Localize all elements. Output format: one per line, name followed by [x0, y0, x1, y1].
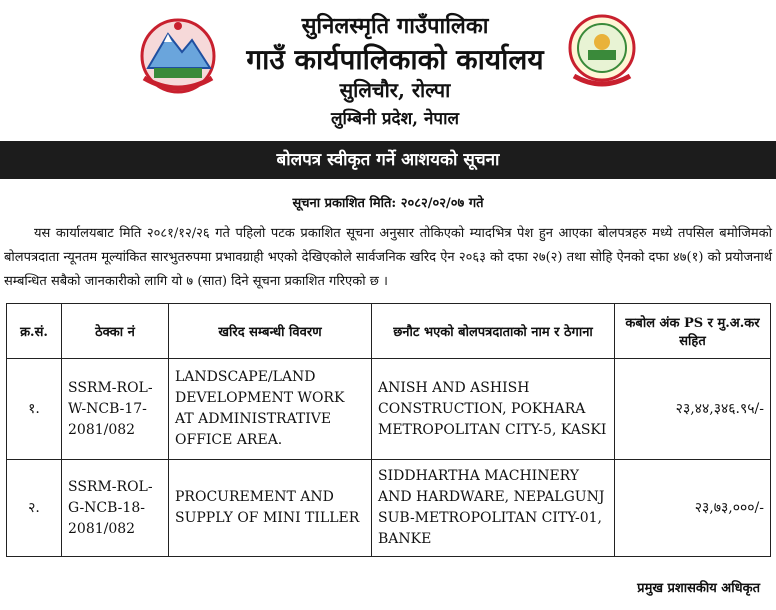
- header-contract-no: ठेक्का नं: [62, 304, 169, 359]
- nepal-emblem-icon: [134, 16, 222, 98]
- row-sn: १.: [7, 359, 62, 460]
- row-amount: २३,४४,३४६.९५/-: [615, 359, 771, 460]
- table-header-row: [7, 304, 771, 359]
- row-contract-no: SSRM-ROL-W-NCB-17-2081/082: [62, 359, 169, 460]
- header-bidder: छनौट भएको बोलपत्रदाताको नाम र ठेगाना: [372, 304, 615, 359]
- table-row: [7, 359, 771, 460]
- row-bidder: ANISH AND ASHISH CONSTRUCTION, POKHARA METROPOLITAN CITY-5, KASKI: [372, 359, 615, 460]
- row-description: PROCUREMENT AND SUPPLY OF MINI TILLER: [169, 460, 372, 557]
- municipality-name: सुनिलस्मृति गाउँपालिका: [301, 13, 489, 39]
- published-date: सूचना प्रकाशित मिति: २०८२/०२/०७ गते: [292, 196, 484, 211]
- header-description: खरिद सम्बन्धी विवरण: [169, 304, 372, 359]
- signature-title: प्रमुख प्रशासकीय अधिकृत: [637, 581, 760, 596]
- office-title: गाउँ कार्यपालिकाको कार्यालय: [246, 43, 544, 76]
- row-sn: २.: [7, 460, 62, 557]
- row-contract-no: SSRM-ROL-G-NCB-18-2081/082: [62, 460, 169, 557]
- table-row: [7, 460, 771, 557]
- notice-title-banner: बोलपत्र स्वीकृत गर्ने आशयको सूचना: [0, 141, 776, 179]
- row-bidder: SIDDHARTHA MACHINERY AND HARDWARE, NEPALGUNJ SUB-METROPOLITAN CITY-01, BANKE: [372, 460, 615, 557]
- province-country: लुम्बिनी प्रदेश, नेपाल: [330, 109, 460, 129]
- header-amount: कबोल अंक PS र मु.अ.कर सहित: [615, 304, 771, 359]
- row-description: LANDSCAPE/LAND DEVELOPMENT WORK AT ADMINISTRATIVE OFFICE AREA.: [169, 359, 372, 460]
- row-amount: २३,७३,०००/-: [615, 460, 771, 557]
- intro-paragraph: यस कार्यालयबाट मिति २०८१/१२/२६ गते पहिलो पटक प्रकाशित सूचना अनुसार तोकिएको म्यादभित्र पेश हुन आएका बोलपत्रहरु मध्ये तपसिल बमोजिमको बोलपत्रदाता न्यूनतम मूल्यांकित सारभुतरुपमा प्रभावग्राही भएको देखिएकोले सार्वजनिक खरिद ऐन २०६३ को दफा २७(२) तथा सोहि ऐनको दफा ४७(१) को प्रयोजनार्थ सम्बन्धित सबैको जानकारीको लागि यो ७ (सात) दिने सूचना प्रकाशित गरिएको छ ।: [4, 226, 772, 289]
- office-location: सुलिचौर, रोल्पा: [339, 78, 451, 102]
- bid-table: [6, 303, 771, 557]
- municipality-logo-icon: [566, 12, 638, 92]
- header: [0, 0, 776, 138]
- header-sn: क्र.सं.: [7, 304, 62, 359]
